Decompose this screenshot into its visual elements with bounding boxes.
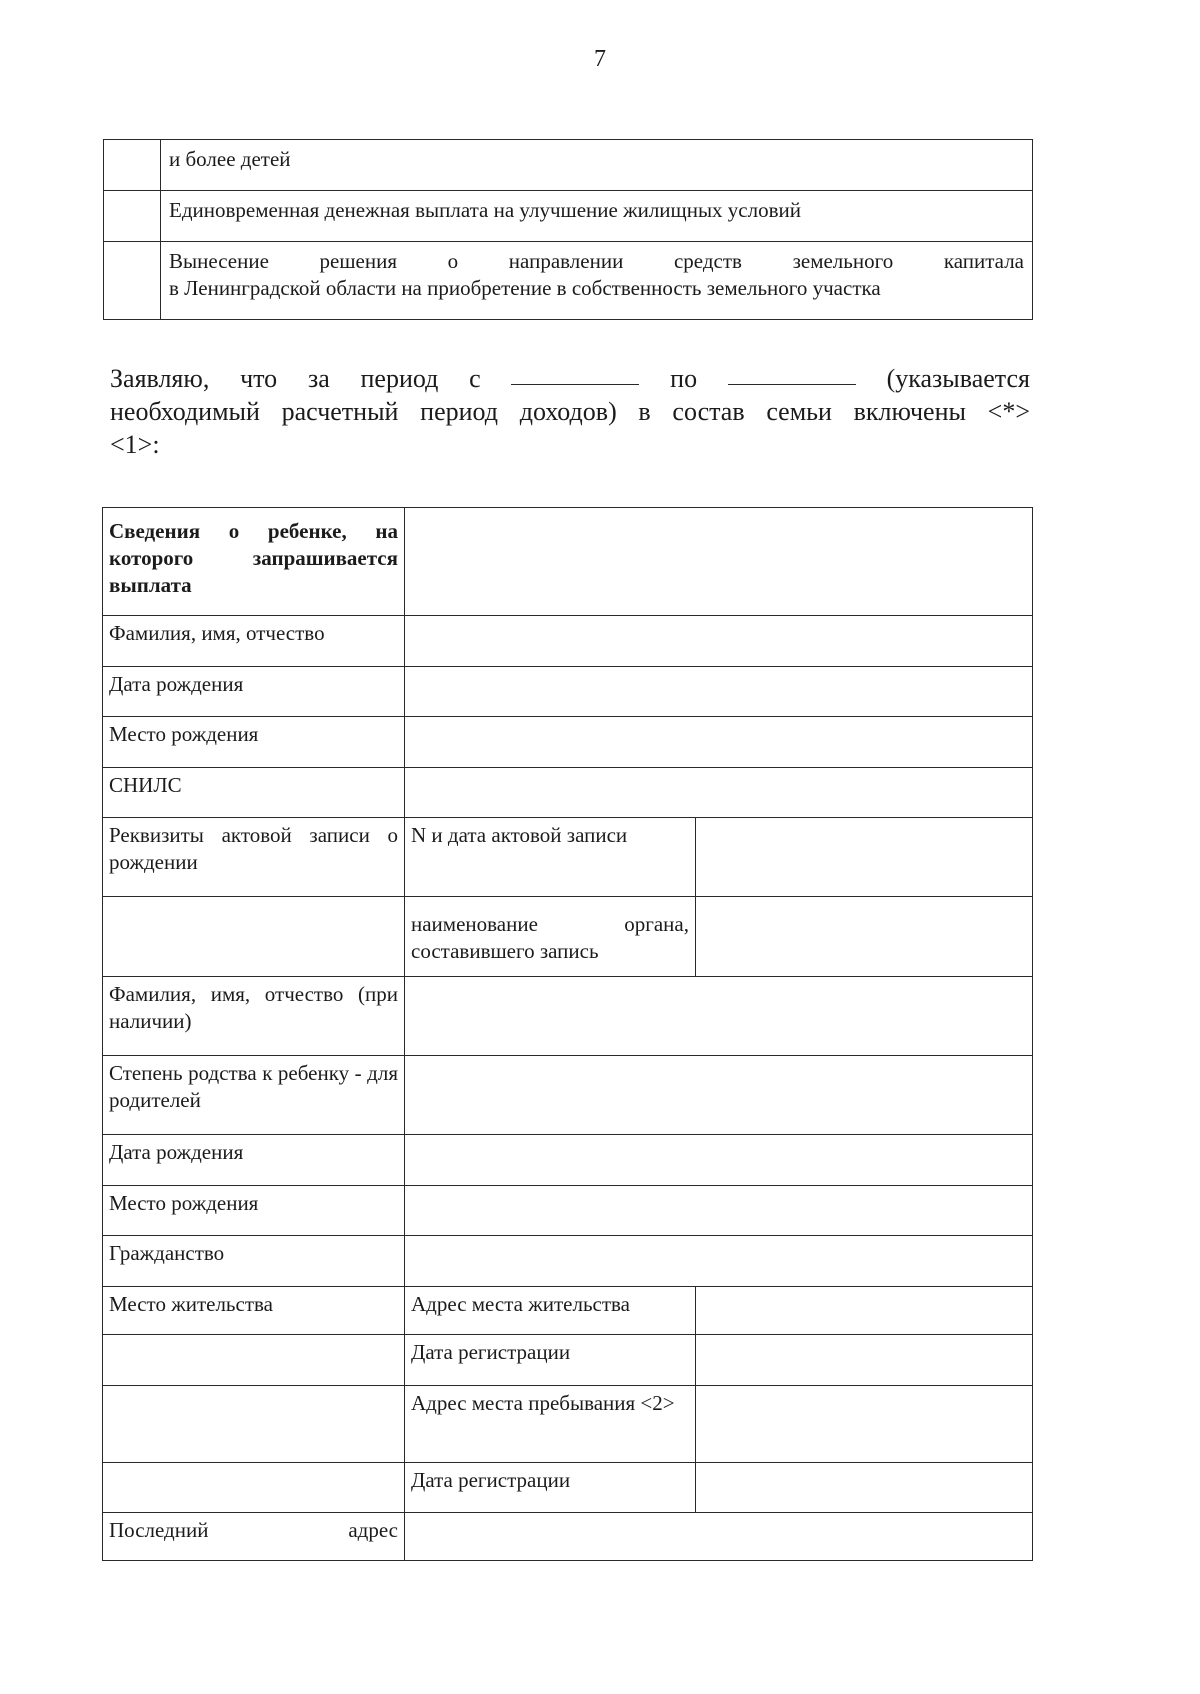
form-sublabel: Адрес места пребывания <2>: [405, 1386, 696, 1463]
statement-line: необходимый расчетный период доходов) в состав семьи включены <*>: [110, 397, 1030, 426]
table-row: [103, 508, 1033, 616]
input-cell[interactable]: [405, 977, 1033, 1056]
table-row: [103, 667, 1033, 717]
form-label: Фамилия, имя, отчество (при наличии): [103, 977, 405, 1056]
empty-cell: [103, 1386, 405, 1463]
statement-word: (указывается: [886, 364, 1030, 393]
form-label: Дата рождения: [103, 667, 405, 717]
form-label: Место рождения: [103, 717, 405, 768]
input-cell[interactable]: [696, 818, 1033, 897]
table-row: [103, 1513, 1033, 1561]
table-row: [103, 1236, 1033, 1287]
table-row: [103, 1463, 1033, 1513]
period-end-field[interactable]: [728, 362, 856, 385]
input-cell[interactable]: [696, 1463, 1033, 1513]
child-info-form: [102, 507, 1033, 1561]
form-label: Степень родства к ребенку - для родителей: [103, 1056, 405, 1135]
input-cell[interactable]: [405, 768, 1033, 818]
table-row: [103, 1335, 1033, 1386]
checkbox-cell[interactable]: [104, 191, 161, 242]
statement-word: Заявляю,: [110, 364, 210, 393]
input-cell[interactable]: [405, 1186, 1033, 1236]
input-cell[interactable]: [696, 897, 1033, 977]
table-row: [103, 1186, 1033, 1236]
page-number: 7: [594, 46, 606, 72]
empty-cell: [103, 1463, 405, 1513]
table-row: [103, 1386, 1033, 1463]
statement-line: <1>:: [110, 430, 160, 459]
table-row: [103, 818, 1033, 897]
table-row: [104, 191, 1033, 242]
input-cell[interactable]: [405, 1513, 1033, 1561]
form-label: Фамилия, имя, отчество: [103, 616, 405, 667]
form-section-header: Сведения о ребенке, на которого запрашивается выплата: [103, 508, 405, 616]
table-row: [103, 1056, 1033, 1135]
table-row: [104, 140, 1033, 191]
table-row: [103, 616, 1033, 667]
statement-word: период: [360, 364, 439, 393]
checkbox-cell[interactable]: [104, 140, 161, 191]
benefits-table: [103, 139, 1033, 320]
empty-cell: [103, 1335, 405, 1386]
form-label: СНИЛС: [103, 768, 405, 818]
input-cell[interactable]: [405, 1236, 1033, 1287]
table-row: [103, 768, 1033, 818]
form-label: Реквизиты актовой записи о рождении: [103, 818, 405, 897]
table-row: [104, 242, 1033, 320]
form-label: Гражданство: [103, 1236, 405, 1287]
statement-word: с: [469, 364, 481, 393]
input-cell[interactable]: [405, 616, 1033, 667]
form-label: Место жительства: [103, 1287, 405, 1335]
form-label: Последний адрес: [103, 1513, 405, 1561]
statement-word: за: [307, 364, 330, 393]
input-cell[interactable]: [696, 1386, 1033, 1463]
form-sublabel: наименование органа, составившего запись: [405, 897, 696, 977]
form-label: Место рождения: [103, 1186, 405, 1236]
checkbox-cell[interactable]: [104, 242, 161, 320]
statement-word: по: [670, 364, 698, 393]
input-cell[interactable]: [405, 717, 1033, 768]
empty-cell: [103, 897, 405, 977]
statement-word: что: [240, 364, 278, 393]
form-sublabel: Дата регистрации: [405, 1463, 696, 1513]
form-sublabel: Адрес места жительства: [405, 1287, 696, 1335]
benefit-item-line: в Ленинградской области на приобретение в собственность земельного участка: [169, 276, 881, 300]
form-label: Дата рождения: [103, 1135, 405, 1186]
period-start-field[interactable]: [511, 362, 639, 385]
form-sublabel: Дата регистрации: [405, 1335, 696, 1386]
table-row: [103, 897, 1033, 977]
input-cell[interactable]: [405, 508, 1033, 616]
input-cell[interactable]: [405, 1135, 1033, 1186]
benefit-item: Единовременная денежная выплата на улучшение жилищных условий: [161, 191, 1033, 242]
table-row: [103, 1135, 1033, 1186]
form-sublabel: N и дата актовой записи: [405, 818, 696, 897]
benefit-item: [161, 242, 1033, 320]
table-row: [103, 717, 1033, 768]
benefit-item-line: Вынесение решения о направлении средств земельного капитала: [169, 249, 1024, 273]
declaration-statement: [110, 362, 1030, 461]
table-row: [103, 977, 1033, 1056]
benefit-item: и более детей: [161, 140, 1033, 191]
input-cell[interactable]: [405, 1056, 1033, 1135]
table-row: [103, 1287, 1033, 1335]
input-cell[interactable]: [696, 1287, 1033, 1335]
input-cell[interactable]: [405, 667, 1033, 717]
input-cell[interactable]: [696, 1335, 1033, 1386]
